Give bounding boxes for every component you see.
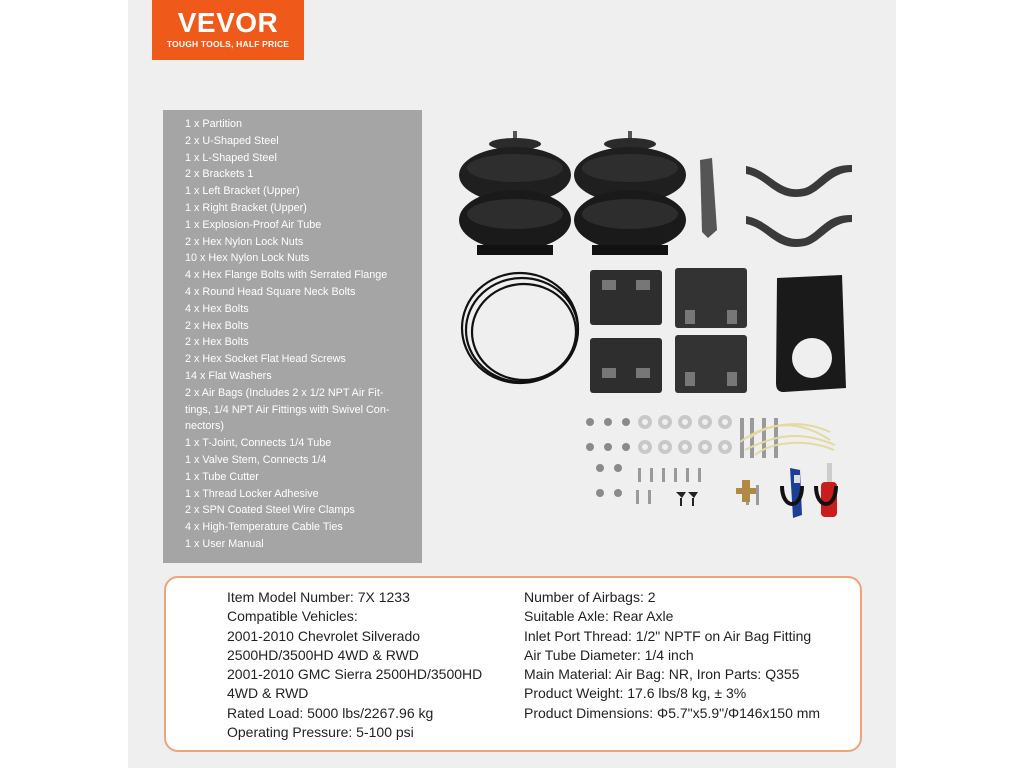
air-bag-icon (459, 131, 571, 255)
package-list-item: 2 x Brackets 1 (185, 168, 254, 181)
package-list-item: 1 x Right Bracket (Upper) (185, 201, 307, 214)
u-shaped-steel-icon (746, 215, 852, 247)
spec-line: 2500HD/3500HD 4WD & RWD (227, 646, 419, 663)
package-list-item: 1 x Tube Cutter (185, 470, 259, 483)
package-list (163, 110, 422, 553)
spec-line: Rated Load: 5000 lbs/2267.96 kg (227, 704, 434, 721)
package-list-item: 1 x L-Shaped Steel (185, 151, 277, 164)
spec-line: Item Model Number: 7X 1233 (227, 589, 410, 605)
package-list-item: 1 x Left Bracket (Upper) (185, 185, 300, 198)
upper-bracket-icon (675, 268, 747, 393)
package-list-item: nectors) (185, 420, 225, 433)
package-list-item: 4 x Hex Bolts (185, 302, 249, 315)
flat-head-screws-icon (676, 492, 698, 506)
spec-line: Air Tube Diameter: 1/4 inch (524, 646, 694, 663)
package-list-item: 2 x Air Bags (Includes 2 x 1/2 NPT Air Fit- (185, 386, 384, 399)
brand-tagline: TOUGH TOOLS, HALF PRICE (166, 39, 290, 49)
package-list-item: 10 x Hex Nylon Lock Nuts (185, 252, 310, 265)
spec-line: Compatible Vehicles: (227, 608, 358, 625)
spec-line: Number of Airbags: 2 (524, 589, 656, 605)
spec-line: Product Weight: 17.6 lbs/8 kg, ± 3% (524, 685, 747, 702)
cable-ties-icon (740, 424, 835, 455)
spec-line: Inlet Port Thread: 1/2" NPTF on Air Bag Fitting (524, 627, 812, 644)
package-list-item: 2 x U-Shaped Steel (185, 134, 279, 147)
package-list-item: 1 x Partition (185, 118, 243, 130)
package-list-item: 2 x Hex Bolts (185, 336, 249, 349)
vevor-logo (152, 0, 304, 60)
brand-name: VEVOR (177, 7, 279, 38)
spec-line: Operating Pressure: 5-100 psi (227, 724, 414, 741)
t-joint-icon (736, 480, 756, 502)
bracket-icon (590, 270, 662, 393)
l-shaped-steel-icon (700, 158, 717, 238)
package-list-item: 2 x Hex Bolts (185, 319, 249, 332)
specs-left-column (227, 588, 497, 742)
partition-plate-icon (776, 275, 846, 392)
package-list-item: 2 x SPN Coated Steel Wire Clamps (185, 504, 355, 517)
air-bag-icon (574, 131, 686, 255)
package-list-item: 1 x Explosion-Proof Air Tube (185, 218, 322, 231)
package-list-item: 1 x T-Joint, Connects 1/4 Tube (185, 437, 332, 450)
spec-line: 2001-2010 Chevrolet Silverado (227, 627, 421, 644)
product-page (128, 0, 896, 768)
package-list-item: 2 x Hex Nylon Lock Nuts (185, 235, 304, 248)
spec-line: Main Material: Air Bag: NR, Iron Parts: Q355 (524, 666, 800, 683)
spec-line: 2001-2010 GMC Sierra 2500HD/3500HD (227, 666, 483, 683)
package-list-item: 1 x User Manual (185, 537, 264, 550)
package-list-item: 1 x Thread Locker Adhesive (185, 487, 319, 500)
package-list-item: 4 x Hex Flange Bolts with Serrated Flange (185, 269, 388, 282)
spec-line: Product Dimensions: Φ5.7"x5.9"/Φ146x150 mm (524, 704, 821, 721)
package-list-item: 4 x High-Temperature Cable Ties (185, 521, 343, 534)
package-list-item: 2 x Hex Socket Flat Head Screws (185, 353, 346, 366)
product-parts-illustration (450, 120, 860, 530)
spec-line: 4WD & RWD (227, 685, 309, 702)
specifications-panel (164, 576, 862, 752)
u-shaped-steel-icon (746, 165, 852, 197)
package-list-item: 14 x Flat Washers (185, 369, 272, 382)
package-list-panel (163, 110, 422, 563)
package-list-item: 1 x Valve Stem, Connects 1/4 (185, 453, 327, 466)
package-list-item: 4 x Round Head Square Neck Bolts (185, 285, 356, 298)
package-list-item: tings, 1/4 NPT Air Fittings with Swivel Con- (185, 403, 390, 416)
air-tube-icon (462, 273, 578, 383)
hardware-nuts-washers-icon (586, 417, 730, 497)
specs-right-column (524, 588, 854, 723)
spec-line: Suitable Axle: Rear Axle (524, 608, 674, 625)
